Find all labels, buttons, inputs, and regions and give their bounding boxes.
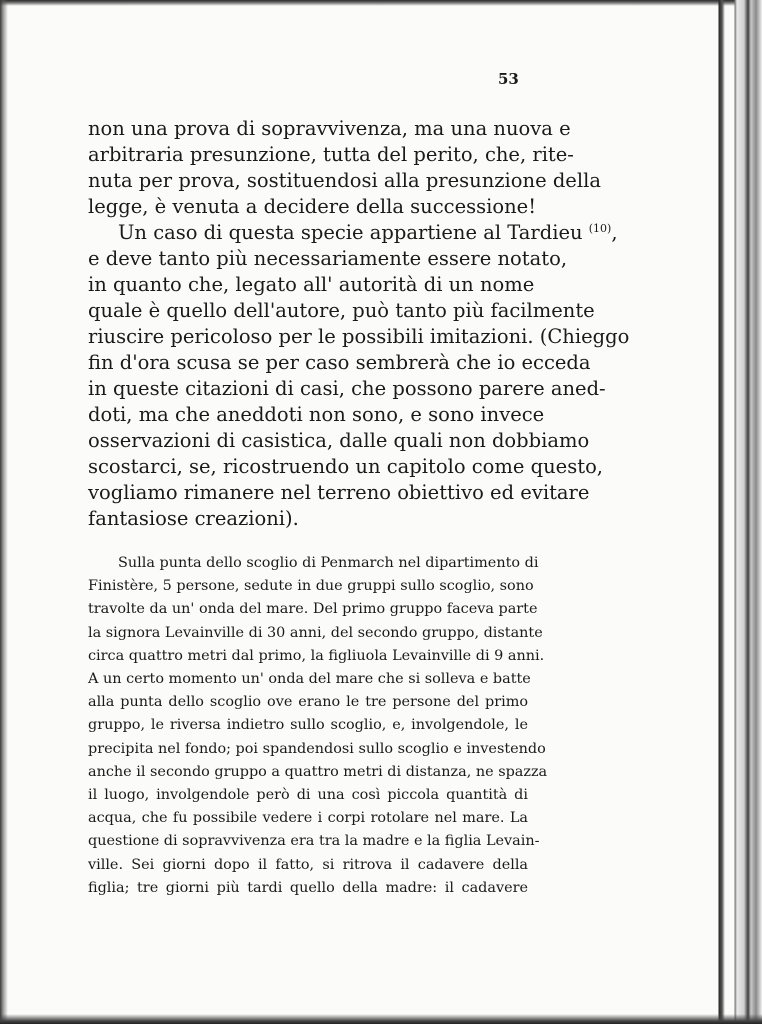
footnote-reference: (10) <box>588 222 612 235</box>
scan-edge-top <box>0 0 762 6</box>
note-line: questione di sopravvivenza era tra la madre e la figlia Levain- <box>88 833 540 850</box>
text-line: in quanto che, legato all' autorità di un nome <box>88 273 535 296</box>
text-line-with-footnote <box>88 220 618 246</box>
page-number: 53 <box>498 70 519 88</box>
note-line: Finistère, 5 persone, sedute in due gruppi sullo scoglio, sono <box>88 578 534 595</box>
note-line: figlia; tre giorni più tardi quello della madre: il cadavere <box>88 879 528 896</box>
main-paragraphs <box>88 116 630 532</box>
text-line: vogliamo rimanere nel terreno obiettivo ed evitare <box>88 481 590 504</box>
text-line: scostarci, se, ricostruendo un capitolo come questo, <box>88 455 604 478</box>
note-line: A un certo momento un' onda del mare che si solleva e batte <box>88 671 531 688</box>
note-line: ville. Sei giorni dopo il fatto, si ritrova il cadavere della <box>88 856 528 873</box>
text-line: arbitraria presunzione, tutta del perito, che, rite- <box>88 143 574 166</box>
text-line: legge, è venuta a decidere della successione! <box>88 195 537 218</box>
scan-edge-right <box>704 0 762 1024</box>
text-line: osservazioni di casistica, dalle quali non dobbiamo <box>88 429 590 452</box>
text-line: non una prova di sopravvivenza, ma una nuova e <box>88 117 571 140</box>
text-line: quale è quello dell'autore, può tanto più facilmente <box>88 299 595 322</box>
note-line: acqua, che fu possibile vedere i corpi rotolare nel mare. La <box>88 810 528 827</box>
note-line: precipita nel fondo; poi spandendosi sullo scoglio e investendo <box>88 740 546 757</box>
note-line: gruppo, le riversa indietro sullo scoglio, e, involgendole, le <box>88 717 528 734</box>
scan-edge-left <box>0 0 8 1024</box>
text-line: riuscire pericoloso per le possibili imitazioni. (Chieggo <box>88 325 630 348</box>
note-line: alla punta dello scoglio ove erano le tre persone del primo <box>88 694 528 711</box>
note-line: travolte da un' onda del mare. Del primo gruppo faceva parte <box>88 601 538 618</box>
text-line: Un caso di questa specie appartiene al Tardieu <box>118 221 583 244</box>
case-note-paragraph <box>88 552 548 900</box>
note-line: il luogo, involgendole però di una così piccola quantità di <box>88 787 528 804</box>
text-line: fantasiose creazioni). <box>88 507 299 530</box>
text-line: fin d'ora scusa se per caso sembrerà che io ecceda <box>88 351 591 374</box>
footnote-ref-punctuation: , <box>611 221 618 244</box>
text-line: doti, ma che aneddoti non sono, e sono invece <box>88 403 545 426</box>
text-line: nuta per prova, sostituendosi alla presunzione della <box>88 169 601 192</box>
text-line: in queste citazioni di casi, che possono parere aned- <box>88 377 606 400</box>
note-line: circa quattro metri dal primo, la figliuola Levainville di 9 anni. <box>88 647 545 664</box>
note-line: la signora Levainville di 30 anni, del secondo gruppo, distante <box>88 624 543 641</box>
note-line: Sulla punta dello scoglio di Penmarch nel dipartimento di <box>118 555 539 571</box>
note-line: anche il secondo gruppo a quattro metri di distanza, ne spazza <box>88 763 548 780</box>
scan-edge-bottom <box>0 1014 762 1024</box>
text-line: e deve tanto più necessariamente essere notato, <box>88 247 568 270</box>
